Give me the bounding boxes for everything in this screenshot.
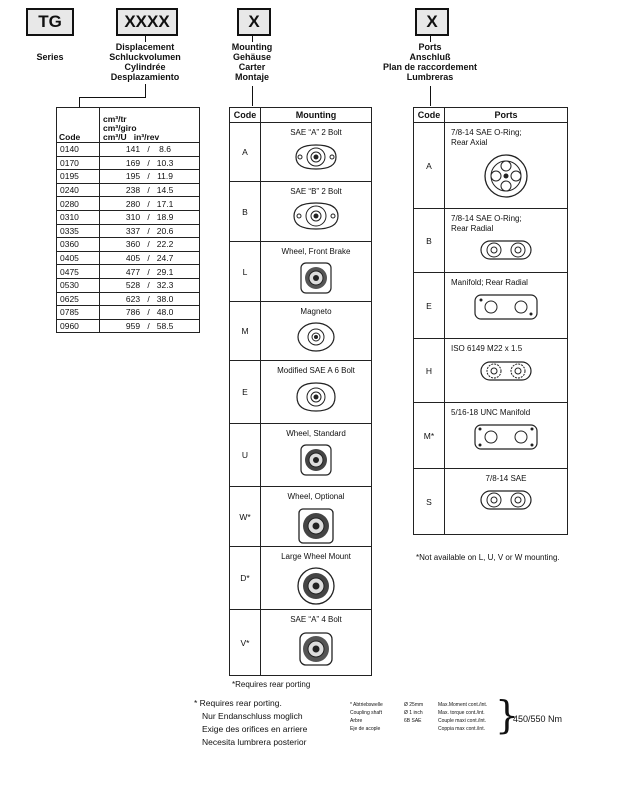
disp-value-cell (100, 156, 200, 170)
large-wheel-mount-icon (295, 566, 337, 606)
mount-desc-m: Magneto (300, 307, 332, 316)
displacement-row (57, 143, 200, 157)
mount-row-e (230, 361, 372, 424)
mounting-label: Mounting Gehäuse Carter Montaje (231, 42, 273, 82)
mount-cell-v (261, 610, 372, 676)
disp-separator: / (144, 144, 153, 155)
ports-code-a: A (414, 123, 445, 209)
disp-separator: / (144, 307, 153, 318)
disp-code-cell: 0530 (57, 278, 100, 292)
ports-cell-h (445, 339, 568, 403)
ports-code-b: B (414, 209, 445, 273)
mount-row-v (230, 610, 372, 676)
mount-code-l: L (230, 242, 261, 302)
disp-code-cell: 0785 (57, 306, 100, 320)
mount-line (252, 86, 253, 106)
shaft-spec-col3: Max.Moment cont./int. Max. torque cont./int. Couple maxi cont./int. Coppia max cont./int. (438, 702, 488, 732)
disp-in-value: 38.0 (156, 293, 174, 304)
mount-code-m: M (230, 302, 261, 361)
disp-in-value: 32.3 (156, 280, 174, 291)
series-label: Series (36, 52, 64, 62)
ports-desc-a-2: Rear Axial (451, 138, 488, 147)
disp-cm-value: 169 (125, 157, 141, 168)
disp-cm-value: 528 (125, 280, 141, 291)
disp-code-cell: 0475 (57, 265, 100, 279)
wheel-standard-icon (298, 443, 334, 477)
disp-code-cell: 0625 (57, 292, 100, 306)
displacement-row (57, 251, 200, 265)
disp-cm-value: 238 (125, 185, 141, 196)
ports-row-h (414, 339, 568, 403)
mount-code-d: D* (230, 547, 261, 610)
disp-in-value: 48.0 (156, 307, 174, 318)
mount-cell-d (261, 547, 372, 610)
mount-desc-v: SAE “A” 4 Bolt (290, 615, 342, 624)
mount-desc-b: SAE “B” 2 Bolt (290, 187, 342, 196)
disp-line-c (79, 97, 80, 107)
sae-a-2-bolt-flange-icon (288, 142, 344, 172)
disp-value-cell (100, 143, 200, 157)
rear-axial-ports-icon (480, 152, 532, 200)
disp-in-value: 20.6 (156, 225, 174, 236)
ports-code-s: S (414, 469, 445, 535)
ports-col-desc: Ports (445, 108, 568, 123)
mount-row-d (230, 547, 372, 610)
displacement-row (57, 210, 200, 224)
disp-col-code: Code (57, 108, 100, 143)
mount-code-b: B (230, 182, 261, 242)
mount-cell-l (261, 242, 372, 302)
ports-code-h: H (414, 339, 445, 403)
mount-row-u (230, 424, 372, 487)
ports-col-code: Code (414, 108, 445, 123)
mount-desc-w: Wheel, Optional (287, 492, 345, 501)
disp-code-cell: 0310 (57, 210, 100, 224)
disp-value-cell (100, 170, 200, 184)
disp-value-cell (100, 278, 200, 292)
displacement-code-box: XXXX (116, 8, 178, 36)
wheel-front-brake-icon (298, 261, 334, 295)
displacement-row (57, 224, 200, 238)
ports-row-b (414, 209, 568, 273)
disp-separator: / (144, 253, 153, 264)
disp-code-cell: 0140 (57, 143, 100, 157)
ports-footnote: *Not available on L, U, V or W mounting. (416, 553, 560, 562)
ports-cell-s (445, 469, 568, 535)
disp-cm-value: 623 (125, 293, 141, 304)
mount-cell-e (261, 361, 372, 424)
sae-a-4-bolt-flange-icon (294, 629, 338, 669)
shaft-spec-col1: * Abtriebswelle Coupling shaft Arbre Eje de acople (350, 702, 383, 732)
ports-desc-b-2: Rear Radial (451, 224, 494, 233)
rear-radial-ports-icon (476, 238, 536, 262)
disp-in-value: 8.6 (159, 144, 171, 155)
displacement-row (57, 170, 200, 184)
disp-value-cell (100, 319, 200, 333)
disp-separator: / (144, 157, 153, 168)
mount-col-code: Code (230, 108, 261, 123)
disp-in-value: 18.9 (156, 212, 174, 223)
ports-line (430, 86, 431, 106)
disp-in-value: 24.7 (156, 253, 174, 264)
disp-cm-value: 959 (125, 321, 141, 332)
disp-in-value: 14.5 (156, 185, 174, 196)
mount-cell-a (261, 123, 372, 182)
ports-row-m (414, 403, 568, 469)
disp-code-cell: 0360 (57, 238, 100, 252)
sae-b-2-bolt-flange-icon (288, 201, 344, 231)
mount-desc-u: Wheel, Standard (286, 429, 346, 438)
disp-line-a (145, 84, 146, 98)
mount-code-a: A (230, 123, 261, 182)
mount-desc-l: Wheel, Front Brake (281, 247, 351, 256)
disp-value-cell (100, 265, 200, 279)
ports-code-m: M* (414, 403, 445, 469)
disp-separator: / (144, 280, 153, 291)
disp-value-cell (100, 183, 200, 197)
disp-value-cell (100, 251, 200, 265)
displacement-row (57, 278, 200, 292)
mount-desc-d: Large Wheel Mount (281, 552, 351, 561)
disp-cm-value: 405 (125, 253, 141, 264)
disp-cm-value: 310 (125, 212, 141, 223)
mount-cell-w (261, 487, 372, 547)
ports-desc-b-1: 7/8-14 SAE O-Ring; (451, 214, 522, 223)
ports-desc-m: 5/16-18 UNC Manifold (451, 408, 531, 417)
ports-cell-m (445, 403, 568, 469)
ports-code-box: X (415, 8, 449, 36)
mount-code-u: U (230, 424, 261, 487)
ports-code-e: E (414, 273, 445, 339)
mount-row-w (230, 487, 372, 547)
rear-porting-note: * Requires rear porting. Nur Endanschluss moglich Exige des orifices en arriere Necesita lumbrera posterior (194, 698, 308, 747)
displacement-row (57, 197, 200, 211)
disp-code-cell: 0170 (57, 156, 100, 170)
mounting-footnote: *Requires rear porting (232, 680, 311, 689)
ports-connector (430, 34, 431, 42)
disp-connector (145, 34, 146, 42)
disp-in-value: 17.1 (156, 198, 174, 209)
disp-cm-value: 477 (125, 266, 141, 277)
disp-separator: / (144, 293, 153, 304)
disp-separator: / (144, 212, 153, 223)
disp-line-b (79, 97, 146, 98)
ports-desc-e: Manifold; Rear Radial (451, 278, 528, 287)
disp-separator: / (144, 198, 153, 209)
displacement-row (57, 306, 200, 320)
displacement-row (57, 292, 200, 306)
mount-cell-u (261, 424, 372, 487)
disp-separator: / (144, 225, 153, 236)
sae-side-ports-icon (476, 488, 536, 512)
mount-row-b (230, 182, 372, 242)
disp-code-cell: 0280 (57, 197, 100, 211)
mounting-table (229, 107, 372, 676)
wheel-optional-icon (295, 506, 337, 546)
iso-6149-ports-icon (476, 358, 536, 384)
mounting-header-row (230, 108, 372, 123)
disp-in-value: 29.1 (156, 266, 174, 277)
ports-desc-h: ISO 6149 M22 x 1.5 (451, 344, 523, 353)
ports-desc-s: 7/8-14 SAE (485, 474, 527, 483)
disp-value-cell (100, 292, 200, 306)
disp-code-cell: 0960 (57, 319, 100, 333)
ports-cell-a (445, 123, 568, 209)
disp-code-cell: 0195 (57, 170, 100, 184)
mount-cell-m (261, 302, 372, 361)
displacement-table (56, 107, 200, 333)
ports-cell-e (445, 273, 568, 339)
mounting-code-box: X (237, 8, 271, 36)
mount-code-e: E (230, 361, 261, 424)
mount-row-a (230, 123, 372, 182)
displacement-row (57, 238, 200, 252)
disp-separator: / (144, 239, 153, 250)
disp-cm-value: 141 (125, 144, 141, 155)
manifold-rear-radial-icon (471, 292, 541, 322)
disp-in-value: 11.9 (157, 171, 173, 182)
mount-row-l (230, 242, 372, 302)
series-code-box: TG (26, 8, 74, 36)
disp-separator: / (144, 266, 153, 277)
curly-brace: } (495, 693, 520, 737)
disp-value-cell (100, 197, 200, 211)
shaft-spec-col2: Ø 25mm Ø 1 inch 6B SAE (404, 702, 424, 724)
displacement-row (57, 319, 200, 333)
magneto-mount-icon (294, 321, 338, 353)
disp-cm-value: 786 (125, 307, 141, 318)
modified-sae-a-6-bolt-icon (291, 380, 341, 414)
mount-desc-e: Modified SAE A 6 Bolt (277, 366, 355, 375)
disp-value-cell (100, 238, 200, 252)
ports-row-e (414, 273, 568, 339)
mount-code-w: W* (230, 487, 261, 547)
disp-in-value: 58.5 (156, 321, 174, 332)
disp-separator: / (144, 321, 153, 332)
disp-value-cell (100, 224, 200, 238)
ports-cell-b (445, 209, 568, 273)
disp-code-cell: 0335 (57, 224, 100, 238)
ports-table (413, 107, 568, 535)
disp-col-units: cm³/tr cm³/giro cm³/U in³/rev (100, 108, 200, 143)
mount-desc-a: SAE “A” 2 Bolt (290, 128, 342, 137)
ports-row-s (414, 469, 568, 535)
mount-col-desc: Mounting (261, 108, 372, 123)
unc-manifold-ports-icon (471, 422, 541, 452)
ports-label: Ports Anschluß Plan de raccordement Lumbreras (382, 42, 478, 82)
ports-header-row (414, 108, 568, 123)
disp-cm-value: 360 (125, 239, 141, 250)
disp-separator: / (144, 171, 153, 182)
disp-cm-value: 280 (125, 198, 141, 209)
ports-desc-a-1: 7/8-14 SAE O-Ring; (451, 128, 522, 137)
displacement-header-row (57, 108, 200, 143)
disp-code-cell: 0240 (57, 183, 100, 197)
mount-cell-b (261, 182, 372, 242)
disp-code-cell: 0405 (57, 251, 100, 265)
disp-in-value: 22.2 (156, 239, 174, 250)
disp-in-value: 10.3 (156, 157, 174, 168)
displacement-label: Displacement Schluckvolumen Cylindrée Desplazamiento (109, 42, 181, 82)
displacement-row (57, 183, 200, 197)
ports-row-a (414, 123, 568, 209)
torque-value: 450/550 Nm (513, 714, 563, 724)
mount-code-v: V* (230, 610, 261, 676)
disp-separator: / (144, 185, 153, 196)
mount-row-m (230, 302, 372, 361)
disp-value-cell (100, 210, 200, 224)
disp-value-cell (100, 306, 200, 320)
disp-cm-value: 195 (125, 171, 141, 182)
displacement-row (57, 265, 200, 279)
displacement-row (57, 156, 200, 170)
mount-connector (252, 34, 253, 42)
disp-cm-value: 337 (125, 225, 141, 236)
